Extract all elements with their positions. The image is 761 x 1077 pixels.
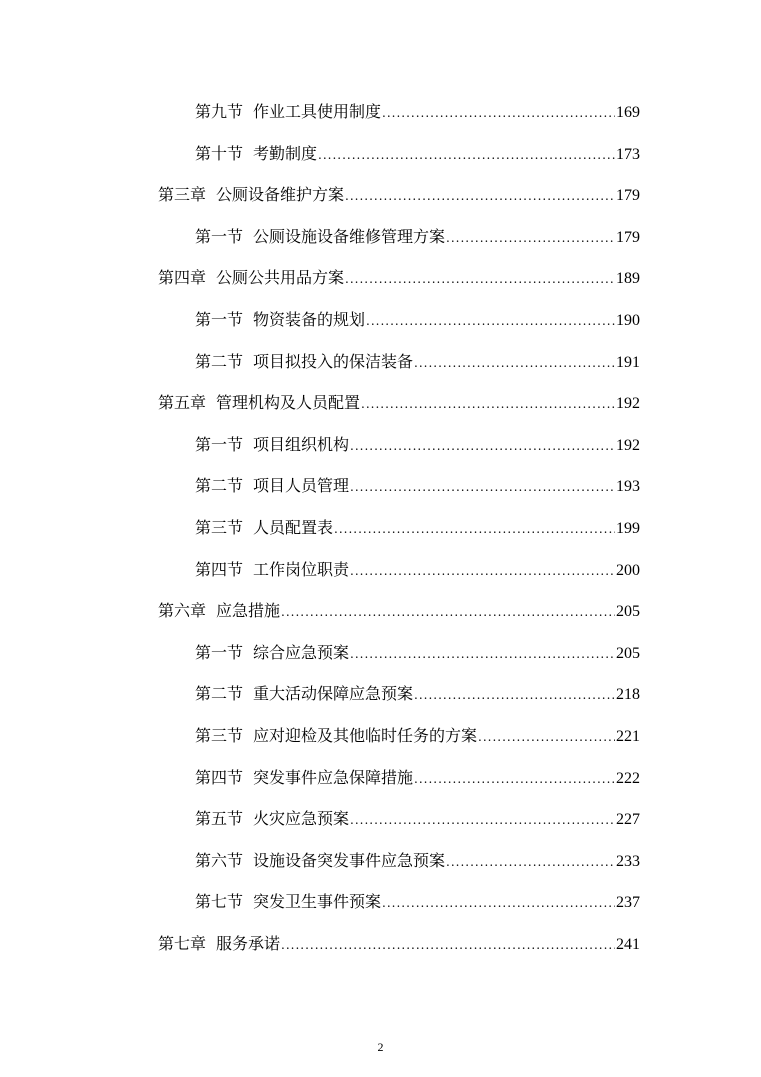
toc-entry-page: 192 bbox=[616, 436, 640, 454]
toc-entry-title: 公厕设施设备维修管理方案 bbox=[253, 226, 446, 246]
toc-dot-leader bbox=[281, 592, 615, 634]
toc-entry-title: 项目组织机构 bbox=[253, 434, 350, 454]
toc-entry-label: 第七章 bbox=[158, 933, 207, 953]
toc-entry-label: 第一节 bbox=[195, 434, 244, 454]
table-of-contents bbox=[0, 91, 761, 964]
toc-entry-title: 火灾应急预案 bbox=[253, 809, 350, 829]
toc-entry[interactable] bbox=[195, 715, 640, 757]
toc-entry-page: 179 bbox=[616, 228, 640, 246]
toc-entry-page: 218 bbox=[616, 686, 640, 704]
toc-dot-leader bbox=[350, 551, 615, 593]
toc-entry-label: 第十节 bbox=[195, 143, 244, 163]
toc-entry-label: 第六节 bbox=[195, 850, 244, 870]
toc-entry-label: 第二节 bbox=[195, 351, 244, 371]
toc-dot-leader bbox=[414, 759, 615, 801]
toc-entry-page: 241 bbox=[616, 935, 640, 953]
toc-entry-label: 第九节 bbox=[195, 102, 244, 121]
toc-entry[interactable] bbox=[195, 881, 640, 923]
toc-entry-label: 第四节 bbox=[195, 559, 244, 579]
toc-entry[interactable] bbox=[195, 840, 640, 882]
toc-dot-leader bbox=[414, 675, 615, 717]
toc-entry[interactable] bbox=[195, 465, 640, 507]
toc-entry-page: 222 bbox=[616, 769, 640, 787]
toc-entry[interactable] bbox=[158, 590, 640, 632]
toc-dot-leader bbox=[382, 93, 615, 135]
toc-dot-leader bbox=[350, 467, 615, 509]
toc-entry-label: 第四节 bbox=[195, 767, 244, 787]
toc-entry-label: 第二节 bbox=[195, 476, 244, 496]
toc-entry[interactable] bbox=[158, 923, 640, 965]
toc-dot-leader bbox=[382, 883, 615, 925]
toc-entry-label: 第四章 bbox=[158, 268, 207, 288]
toc-entry-title: 综合应急预案 bbox=[253, 642, 350, 662]
toc-entry-page: 191 bbox=[616, 353, 640, 371]
toc-entry-page: 221 bbox=[616, 727, 640, 745]
toc-entry-title: 应对迎检及其他临时任务的方案 bbox=[253, 725, 478, 745]
toc-entry-title: 重大活动保障应急预案 bbox=[253, 684, 414, 704]
toc-entry[interactable] bbox=[195, 91, 640, 133]
toc-entry-page: 179 bbox=[616, 187, 640, 205]
toc-entry-label: 第五章 bbox=[158, 393, 207, 413]
toc-entry[interactable] bbox=[195, 216, 640, 258]
toc-entry-label: 第一节 bbox=[195, 642, 244, 662]
toc-entry-page: 192 bbox=[616, 395, 640, 413]
toc-dot-leader bbox=[350, 800, 615, 842]
toc-entry[interactable] bbox=[158, 257, 640, 299]
toc-entry-page: 173 bbox=[616, 145, 640, 163]
toc-entry-title: 物资装备的规划 bbox=[253, 309, 366, 329]
toc-entry-title: 项目拟投入的保洁装备 bbox=[253, 351, 414, 371]
toc-dot-leader bbox=[361, 384, 615, 426]
toc-entry-label: 第三节 bbox=[195, 517, 244, 537]
toc-entry-label: 第二节 bbox=[195, 684, 244, 704]
toc-entry-page: 190 bbox=[616, 311, 640, 329]
toc-entry-label: 第一节 bbox=[195, 226, 244, 246]
toc-entry-title: 突发卫生事件预案 bbox=[253, 892, 382, 912]
toc-entry-title: 考勤制度 bbox=[253, 143, 318, 163]
toc-dot-leader bbox=[345, 176, 615, 218]
page-number: 2 bbox=[377, 1040, 384, 1054]
toc-dot-leader bbox=[334, 509, 615, 551]
toc-entry-label: 第三节 bbox=[195, 725, 244, 745]
toc-entry-title: 作业工具使用制度 bbox=[253, 102, 382, 121]
toc-entry-title: 人员配置表 bbox=[253, 517, 334, 537]
toc-entry[interactable] bbox=[158, 174, 640, 216]
toc-entry-page: 200 bbox=[616, 561, 640, 579]
toc-entry-title: 应急措施 bbox=[216, 601, 281, 621]
toc-entry[interactable] bbox=[195, 673, 640, 715]
toc-dot-leader bbox=[366, 301, 615, 343]
toc-entry-label: 第三章 bbox=[158, 185, 207, 205]
toc-entry-page: 233 bbox=[616, 852, 640, 870]
toc-entry-title: 工作岗位职责 bbox=[253, 559, 350, 579]
toc-entry[interactable] bbox=[195, 757, 640, 799]
toc-entry-title: 公厕设备维护方案 bbox=[216, 185, 345, 205]
toc-entry[interactable] bbox=[195, 299, 640, 341]
toc-entry[interactable] bbox=[195, 507, 640, 549]
toc-entry-page: 205 bbox=[616, 603, 640, 621]
toc-dot-leader bbox=[350, 426, 615, 468]
toc-entry-label: 第六章 bbox=[158, 601, 207, 621]
toc-entry[interactable] bbox=[195, 632, 640, 674]
toc-entry-title: 突发事件应急保障措施 bbox=[253, 767, 414, 787]
toc-entry-page: 199 bbox=[616, 519, 640, 537]
toc-entry-label: 第一节 bbox=[195, 309, 244, 329]
toc-entry-title: 项目人员管理 bbox=[253, 476, 350, 496]
toc-dot-leader bbox=[345, 259, 615, 301]
toc-entry[interactable] bbox=[158, 382, 640, 424]
toc-entry-page: 205 bbox=[616, 644, 640, 662]
toc-entry-title: 公厕公共用品方案 bbox=[216, 268, 345, 288]
toc-entry-label: 第五节 bbox=[195, 809, 244, 829]
toc-entry-title: 管理机构及人员配置 bbox=[216, 393, 361, 413]
toc-entry-page: 237 bbox=[616, 894, 640, 912]
toc-entry-label: 第七节 bbox=[195, 892, 244, 912]
toc-entry-title: 设施设备突发事件应急预案 bbox=[253, 850, 446, 870]
toc-entry[interactable] bbox=[195, 341, 640, 383]
toc-entry-page: 189 bbox=[616, 270, 640, 288]
toc-entry-page: 227 bbox=[616, 811, 640, 829]
toc-dot-leader bbox=[414, 343, 615, 385]
toc-dot-leader bbox=[318, 135, 615, 177]
toc-entry[interactable] bbox=[195, 133, 640, 175]
toc-entry[interactable] bbox=[195, 798, 640, 840]
toc-dot-leader bbox=[281, 925, 615, 967]
toc-entry[interactable] bbox=[195, 424, 640, 466]
toc-entry-page: 193 bbox=[616, 478, 640, 496]
toc-entry-page: 169 bbox=[616, 104, 640, 121]
toc-entry-title: 服务承诺 bbox=[216, 933, 281, 953]
toc-dot-leader bbox=[478, 717, 615, 759]
toc-dot-leader bbox=[446, 842, 615, 884]
toc-entry[interactable] bbox=[195, 549, 640, 591]
toc-dot-leader bbox=[350, 634, 615, 676]
toc-dot-leader bbox=[446, 218, 615, 260]
